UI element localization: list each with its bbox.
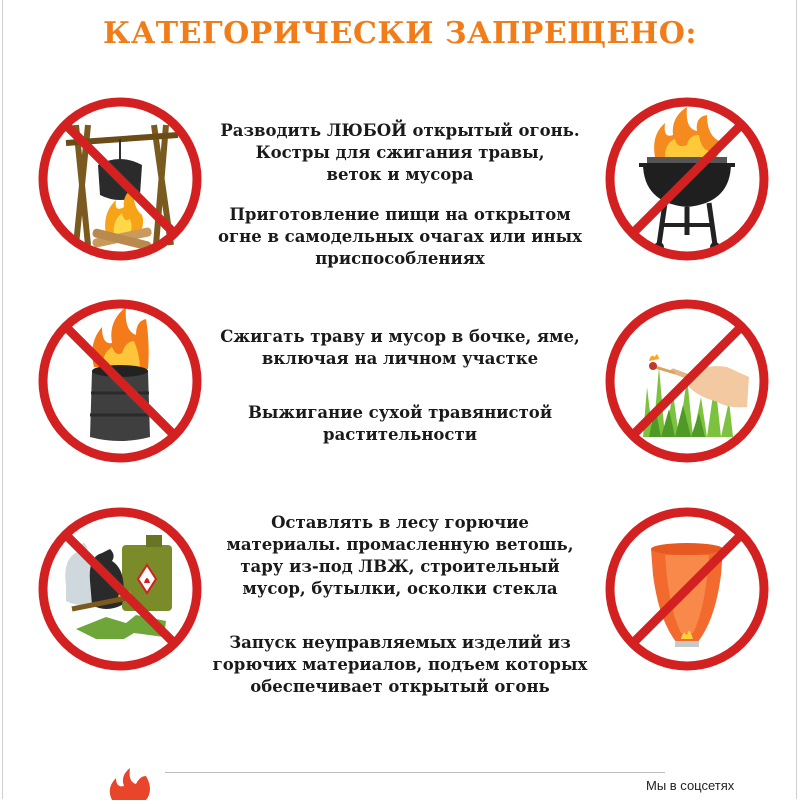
prohibition-burning-trash: Сжигать траву и мусор в бочке, яме, включая на личном участке xyxy=(220,327,580,368)
page-title: КАТЕГОРИЧЕСКИ ЗАПРЕЩЕНО: xyxy=(103,16,697,51)
sky-lantern-icon xyxy=(603,505,771,673)
prohibition-burning-grass: Выжигание сухой травянистой растительности xyxy=(247,403,553,444)
prohibition-cooking-fire: Приготовление пищи на открытом огне в самодельных очагах или иных приспособлениях xyxy=(218,205,582,268)
flame-logo-icon xyxy=(106,768,156,800)
barbecue-grill-icon xyxy=(603,95,771,263)
prohibition-sky-lanterns: Запуск неуправляемых изделий из горючих материалов, подъем которых обеспечивает открытый огонь xyxy=(212,633,588,696)
lighting-grass-icon xyxy=(603,297,771,465)
prohibition-leaving-materials: Оставлять в лесу горючие материалы. промасленную ветошь, тару из-под ЛВЖ, строительный мусор, бутылки, осколки стекла xyxy=(226,513,574,598)
prohibition-open-fire: Разводить ЛЮБОЙ открытый огонь. Костры для сжигания травы, веток и мусора xyxy=(220,121,580,184)
social-label[interactable]: Мы в соцсетях xyxy=(646,778,735,793)
footer-divider xyxy=(165,772,665,773)
garbage-canister-icon xyxy=(36,505,204,673)
campfire-pot-icon xyxy=(36,95,204,263)
burning-barrel-icon xyxy=(36,297,204,465)
